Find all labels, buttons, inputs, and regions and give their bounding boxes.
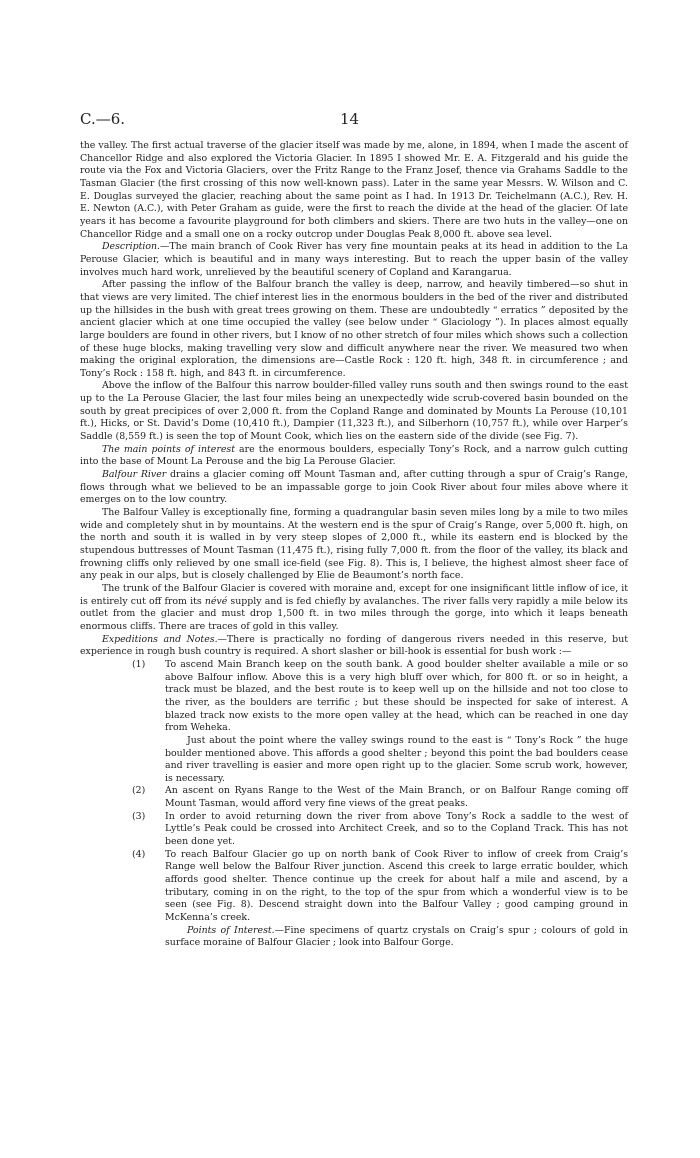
- list-item: [80, 811, 628, 849]
- paragraph: [80, 634, 628, 659]
- paragraph: [80, 469, 628, 507]
- list-item-text: In order to avoid returning down the river from above Tony’s Rock a saddle to the west of Lyttle’s Peak could be crossed into Architect Creek, and so to the Copland Track. This has not been done yet.: [165, 810, 628, 848]
- paragraph: [80, 444, 628, 469]
- list-item-text: An ascent on Ryans Range to the West of the Main Branch, or on Balfour Range coming off Mount Tasman, would afford very fine views of the great peaks.: [165, 785, 628, 810]
- section-heading: The main points of interest: [102, 443, 235, 455]
- paragraph-text: are the enormous boulders, especially Tony’s Rock, and a narrow gulch cutting into the base of Mount La Perouse and the big La Perouse Glacier.: [80, 443, 628, 468]
- paragraph: the valley. The first actual traverse of the glacier itself was made by me, alone, in 1894, when I made the ascent of Chancellor Ridge and also explored the Victoria Glacier. In 1895 I showed Mr. E. A. Fitzgerald and his guide the route via the Fox and Victoria Glaciers, over the Fritz Range to the Franz Josef, thence via Grahams Saddle to the Tasman Glacier (the first crossing of this now well-known pass). Later in the same year Messrs. W. Wilson and C. E. Douglas surveyed the glacier, reaching about the same point as I had. In 1913 Dr. Teichelmann (A.C.), Rev. H. E. Newton (A.C.), with Peter Graham as guide, were the first to reach the divide at the head of the glacier. Of late years it has become a favourite playground for both climbers and skiers. There are two huts in the valley—one on Chancellor Ridge and a small one on a rocky outcrop under Douglas Peak 8,000 ft. above sea level.: [80, 140, 628, 240]
- list-item-subparagraph: Just about the point where the valley swings round to the east is “ Tony’s Rock ” the huge boulder mentioned above. This affords a good shelter ; beyond this point the bad boulders cease and river travelling is easier and more open right up to the glacier. Some scrub work, however, is necessary.: [165, 734, 628, 784]
- paragraph-text: supply and is fed chiefly by avalanches. The river falls very rapidly a mile below its outlet from the glacier and must drop 1,500 ft. in two miles through the gorge, into which it leaps beneath enormous cliffs. There are traces of gold in this valley.: [80, 595, 628, 632]
- paragraph-text: —There is practically no fording of dangerous rivers needed in this reserve, but experience in rough bush country is required. A short slasher or bill-hook is essential for bush work :—: [80, 633, 628, 658]
- list-item-text: To ascend Main Branch keep on the south bank. A good boulder shelter available a mile or so above Balfour inflow. Above this is a very high bluff over which, for 800 ft. or so in height, a track must be blazed, and the best route is to keep well up on the hillside and not too close to the river, as the boulders are terrific ; but these should be inspected for sake of interest. A blazed track now exists to the more open valley at the head, which can be reached in one day from Weheka.: [165, 658, 628, 734]
- list-number: (3): [132, 810, 146, 822]
- paragraph: After passing the inflow of the Balfour branch the valley is deep, narrow, and heavily timbered—so shut in that views are very limited. The chief interest lies in the enormous boulders in the bed of the river and distributed up the hillsides in the bush with great trees growing on them. These are undoubtedly “ erratics ” deposited by the ancient glacier which at one time occupied the valley (see below under “ Glaciology ”). In places almost equally large boulders are found in other rivers, but I know of no other stretch of four miles which shows such a collection of these huge blocks, making travelling very slow and difficult anywhere near the river. We measured two when making the original exploration, the dimensions are—Castle Rock : 120 ft. high, 348 ft. in circumference ; and Tony’s Rock : 158 ft. high, and 843 ft. in circumference.: [80, 279, 628, 379]
- paragraph: The Balfour Valley is exceptionally fine, forming a quadrangular basin seven miles long by a mile to two miles wide and completely shut in by mountains. At the western end is the spur of Craig’s Range, over 5,000 ft. high, on the north and south it is walled in by very steep slopes of 2,000 ft., while its eastern end is blocked by the stupendous buttresses of Mount Tasman (11,475 ft.), rising fully 7,000 ft. from the floor of the valley, its black and frowning cliffs only relieved by one small ice-field (see Fig. 8). This is, I believe, the highest almost sheer face of any peak in our alps, but is closely challenged by Elie de Beaumont’s north face.: [80, 507, 628, 582]
- list-item: [80, 785, 628, 810]
- section-heading: Balfour River: [102, 469, 167, 481]
- list-item-text: To reach Balfour Glacier go up on north bank of Cook River to inflow of creek from Craig’s Range well below the Balfour River junction. Ascend this creek to large erratic boulder, which affords good shelter. Thence continue up the creek for about half a mile and ascend, by a tributary, coming in on the right, to the top of the spur from which a wonderful view is to be seen (see Fig. 8). Descend straight down into the Balfour Valley ; good camping ground in McKenna’s creek.: [165, 848, 628, 924]
- paragraph-text: —Fine specimens of quartz crystals on Craig’s spur ; colours of gold in surface moraine of Balfour Glacier ; look into Balfour Gorge.: [165, 924, 629, 949]
- section-heading: Points of Interest.: [187, 924, 275, 936]
- paragraph-text: The trunk of the Balfour Glacier is covered with moraine and, except for one insignificant little inflow of ice, it is entirely cut off from its: [80, 582, 628, 607]
- paragraph-text: —The main branch of Cook River has very fine mountain peaks at its head in addition to the La Perouse Glacier, which is beautiful and in many ways interesting. But to reach the upper basin of the valley involves much hard work, unrelieved by the beautiful scenery of Copland and Karangarua.: [80, 241, 628, 278]
- section-heading: Description.: [102, 241, 161, 253]
- list-number: (2): [132, 785, 146, 797]
- list-item: [80, 659, 628, 786]
- report-code: C.—6.: [80, 110, 126, 128]
- paragraph: [80, 241, 628, 279]
- list-number: (1): [132, 658, 146, 670]
- list-item: [80, 849, 628, 925]
- section-heading: Expeditions and Notes.: [102, 633, 218, 645]
- paragraph-text: drains a glacier coming off Mount Tasman and, after cutting through a spur of Craig’s Range, flows through what we believed to be an impassable gorge to join Cook River about four miles above where it emerges on to the low country.: [80, 469, 629, 506]
- page-body: [80, 140, 628, 950]
- paragraph: Above the inflow of the Balfour this narrow boulder-filled valley runs south and then swings round to the east up to the La Perouse Glacier, the last four miles being an unexpectedly wide scrub-covered basin bounded on the south by great precipices of over 2,000 ft. from the Copland Range and dominated by Mounts La Perouse (10,101 ft.), Hicks, or St. David’s Dome (10,410 ft.), Dampier (11,323 ft.), and Silberhorn (10,757 ft.), while over Harper’s Saddle (8,559 ft.) is seen the top of Mount Cook, which lies on the eastern side of the divide (see Fig. 7).: [80, 380, 628, 443]
- page-number: 14: [340, 110, 360, 128]
- paragraph: [80, 583, 628, 634]
- italic-term: névé: [204, 595, 228, 607]
- list-number: (4): [132, 848, 146, 860]
- paragraph: [80, 925, 628, 950]
